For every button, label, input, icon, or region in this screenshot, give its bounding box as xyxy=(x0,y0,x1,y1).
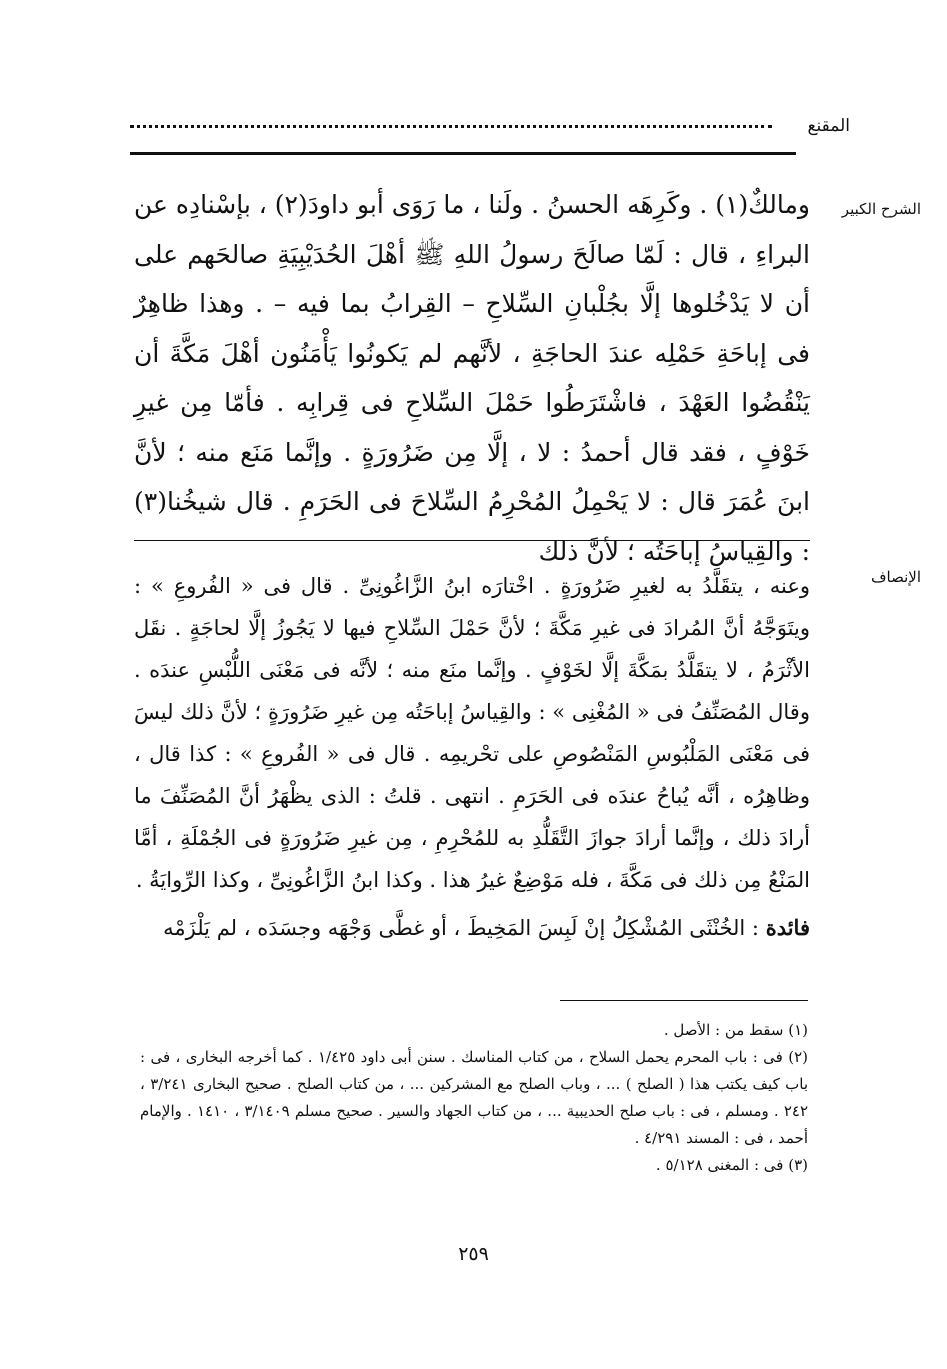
header-dotted-leader xyxy=(130,125,772,128)
section-divider xyxy=(134,540,810,541)
side-label-insaf: الإنصاف xyxy=(870,568,921,586)
sharh-section xyxy=(134,180,810,576)
footnote: (١) سقط من : الأصل . xyxy=(663,1021,808,1039)
faida-label: فائدة xyxy=(765,915,810,940)
side-label-sharh: الشرح الكبير xyxy=(841,200,921,218)
footnote: (٣) فى : المغنى ٥/١٢٨ . xyxy=(655,1156,808,1174)
footnote-divider xyxy=(560,1000,808,1001)
faida-text: : الخُنْثَى المُشْكِلُ إنْ لَبِسَ المَخِيطَ ، أو غطَّى وَجْهَه وجسَدَه ، لم يَلْزَمْه xyxy=(163,916,759,940)
footnotes xyxy=(140,1017,808,1179)
faida-paragraph xyxy=(134,907,810,949)
header-rule xyxy=(130,152,796,155)
footnote: (٢) فى : باب المحرم يحمل السلاح ، من كتاب المناسك . سنن أبى داود ١/٤٢٥ . كما أخرجه البخارى ، فى : باب كيف يكتب هذا ( الصلح ) ... ، وباب الصلح مع المشركين ... ، من كتاب الصلح . صحيح البخارى ٣/٢٤١ ، ٢٤٢ . ومسلم ، فى : باب صلح الحديبية ... ، من كتاب الجهاد والسير . صحيح مسلم ٣/١٤٠٩ ، ١٤١٠ . والإمام أحمد ، فى : المسند ٤/٢٩١ . xyxy=(140,1048,808,1147)
page-number: ٢٥٩ xyxy=(458,1243,489,1265)
running-header xyxy=(130,112,850,142)
sharh-paragraph: ومالكٌ(١) . وكَرِهَه الحسنُ . ولَنا ، ما رَوَى أبو داودَ(٢) ، بإسْنادِه عن البراءِ ، قال : لَمّا صالَحَ رسولُ اللهِ ﷺ أهْلَ الحُدَيْبِيَةِ صالحَهم على أن لا يَدْخُلوها إلَّا بجُلْبانِ السِّلاحِ – القِرابُ بما فيه – . وهذا ظاهِرٌ فى إباحَةِ حَمْلِه عندَ الحاجَةِ ، لأنَّهم لم يَكونُوا يَأْمَنُون أهْلَ مَكَّةَ أن يَنْقُضُوا العَهْدَ ، فاشْتَرَطُوا حَمْلَ السِّلاحِ فى قِرابِه . فأمّا مِن غيرِ خَوْفٍ ، فقد قال أحمدُ : لا ، إلَّا مِن ضَرُورَةٍ . وإنَّما مَنَع منه ؛ لأنَّ ابنَ عُمَرَ قال : لا يَحْمِلُ المُحْرِمُ السِّلاحَ فى الحَرَمِ . قال شيخُنا(٣) : والقِياسُ إباحَتُه ؛ لأنَّ ذلك xyxy=(134,190,810,566)
insaf-paragraph: وعنه ، يتقَلَّدُ به لغيرِ ضَرُورَةٍ . اخْتارَه ابنُ الزَّاغُونِىِّ . قال فى « الفُروعِ » : ويتَوَجَّهُ أنَّ المُرادَ فى غيرِ مَكَّةَ ؛ لأنَّ حَمْلَ السِّلاحِ فيها لا يَجُوزُ إلَّا لحاجَةٍ . نقَل الأثْرَمُ ، لا يتقَلَّدُ بمَكَّةَ إلَّا لخَوْفٍ . وإنَّما منَع منه ؛ لأنَّه فى مَعْنَى اللُّبْسِ عندَه . وقال المُصَنِّفُ فى « المُغْنِى » : والقِياسُ إباحَتُه مِن غيرِ ضَرُورَةٍ ؛ لأنَّ ذلك ليسَ فى مَعْنَى المَلْبُوسِ المَنْصُوصِ على تحْريمِه . قال فى « الفُروعِ » : كذا قال ، وظاهِرُه ، أنَّه يُباحُ عندَه فى الحَرَمِ . انتهى . قلتُ : الذى يظْهَرُ أنَّ المُصَنِّفَ ما أرادَ ذلك ، وإنَّما أرادَ جوازَ التَّقَلُّدِ به للمُحْرِمِ ، مِن غيرِ ضَرُورَةٍ فى الجُمْلَةِ ، أمَّا المَنْعُ مِن ذلك فى مَكَّةَ ، فله مَوْضِعٌ غيرُ هذا . وكذا ابنُ الزَّاغُونِىِّ ، وكذا الرِّوايَةُ . xyxy=(134,574,810,892)
insaf-section xyxy=(134,565,810,949)
running-title: المقنع xyxy=(807,116,850,136)
